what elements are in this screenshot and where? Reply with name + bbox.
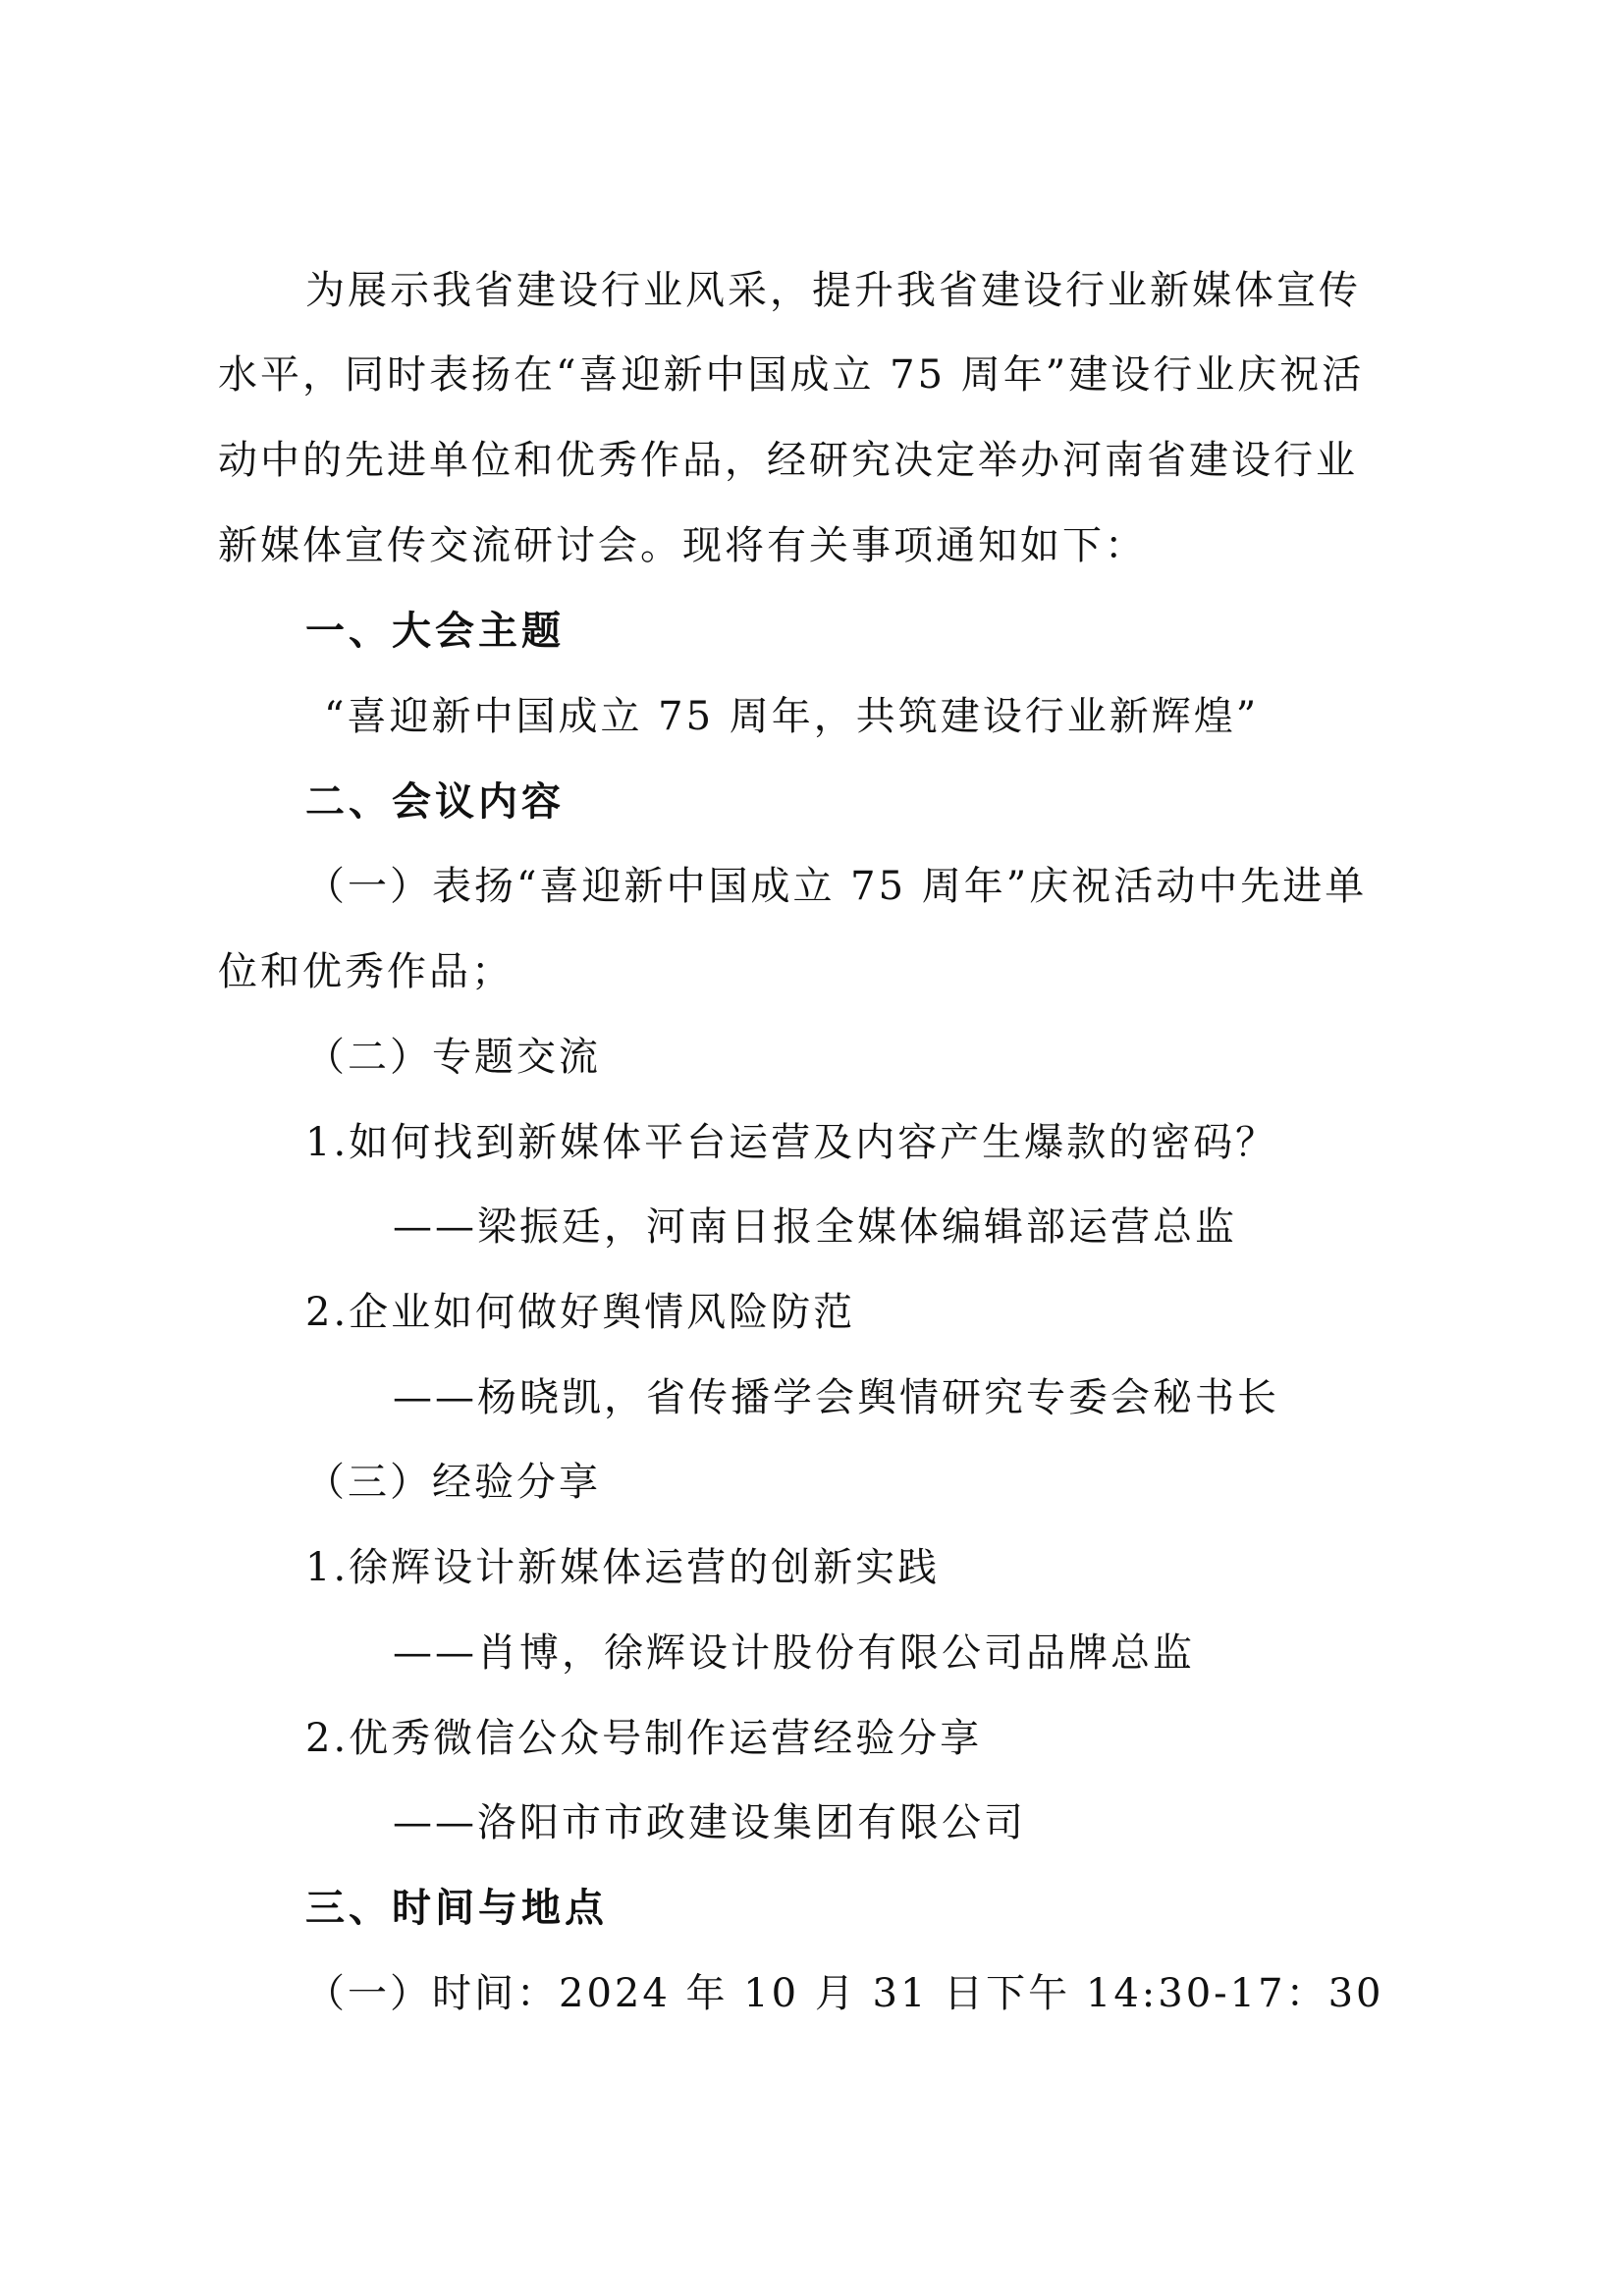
section-heading-theme: 一、大会主题 bbox=[305, 609, 565, 654]
intro-line-4: 新媒体宣传交流研讨会。现将有关事项通知如下： bbox=[218, 523, 1147, 568]
intro-line-2: 水平，同时表扬在“喜迎新中国成立 75 周年”建设行业庆祝活 bbox=[218, 352, 1365, 398]
theme-text: “喜迎新中国成立 75 周年，共筑建设行业新辉煌” bbox=[324, 694, 1260, 739]
section-heading-content: 二、会议内容 bbox=[305, 779, 565, 825]
intro-line-3: 动中的先进单位和优秀作品，经研究决定举办河南省建设行业 bbox=[218, 438, 1358, 483]
topic-1: 1.如何找到新媒体平台运营及内容产生爆款的密码？ bbox=[305, 1120, 1278, 1165]
content-item-1-line-2: 位和优秀作品； bbox=[218, 949, 514, 994]
time-text: （一）时间：2024 年 10 月 31 日下午 14:30-17：30 bbox=[305, 1971, 1384, 2016]
topic-2: 2.企业如何做好舆情风险防范 bbox=[305, 1290, 856, 1335]
content-item-1-line-1: （一）表扬“喜迎新中国成立 75 周年”庆祝活动中先进单 bbox=[305, 864, 1368, 909]
share-1: 1.徐辉设计新媒体运营的创新实践 bbox=[305, 1545, 941, 1590]
section-heading-time-place: 三、时间与地点 bbox=[305, 1886, 608, 1931]
share-2: 2.优秀微信公众号制作运营经验分享 bbox=[305, 1716, 983, 1761]
content-item-3-title: （三）经验分享 bbox=[305, 1460, 601, 1505]
share-2-speaker: ——洛阳市市政建设集团有限公司 bbox=[393, 1800, 1026, 1845]
topic-2-speaker: ——杨晓凯，省传播学会舆情研究专委会秘书长 bbox=[393, 1375, 1279, 1420]
intro-line-1: 为展示我省建设行业风采，提升我省建设行业新媒体宣传 bbox=[305, 268, 1361, 313]
topic-1-speaker: ——梁振廷，河南日报全媒体编辑部运营总监 bbox=[393, 1204, 1237, 1250]
content-item-2-title: （二）专题交流 bbox=[305, 1035, 601, 1080]
share-1-speaker: ——肖博，徐辉设计股份有限公司品牌总监 bbox=[393, 1630, 1195, 1676]
